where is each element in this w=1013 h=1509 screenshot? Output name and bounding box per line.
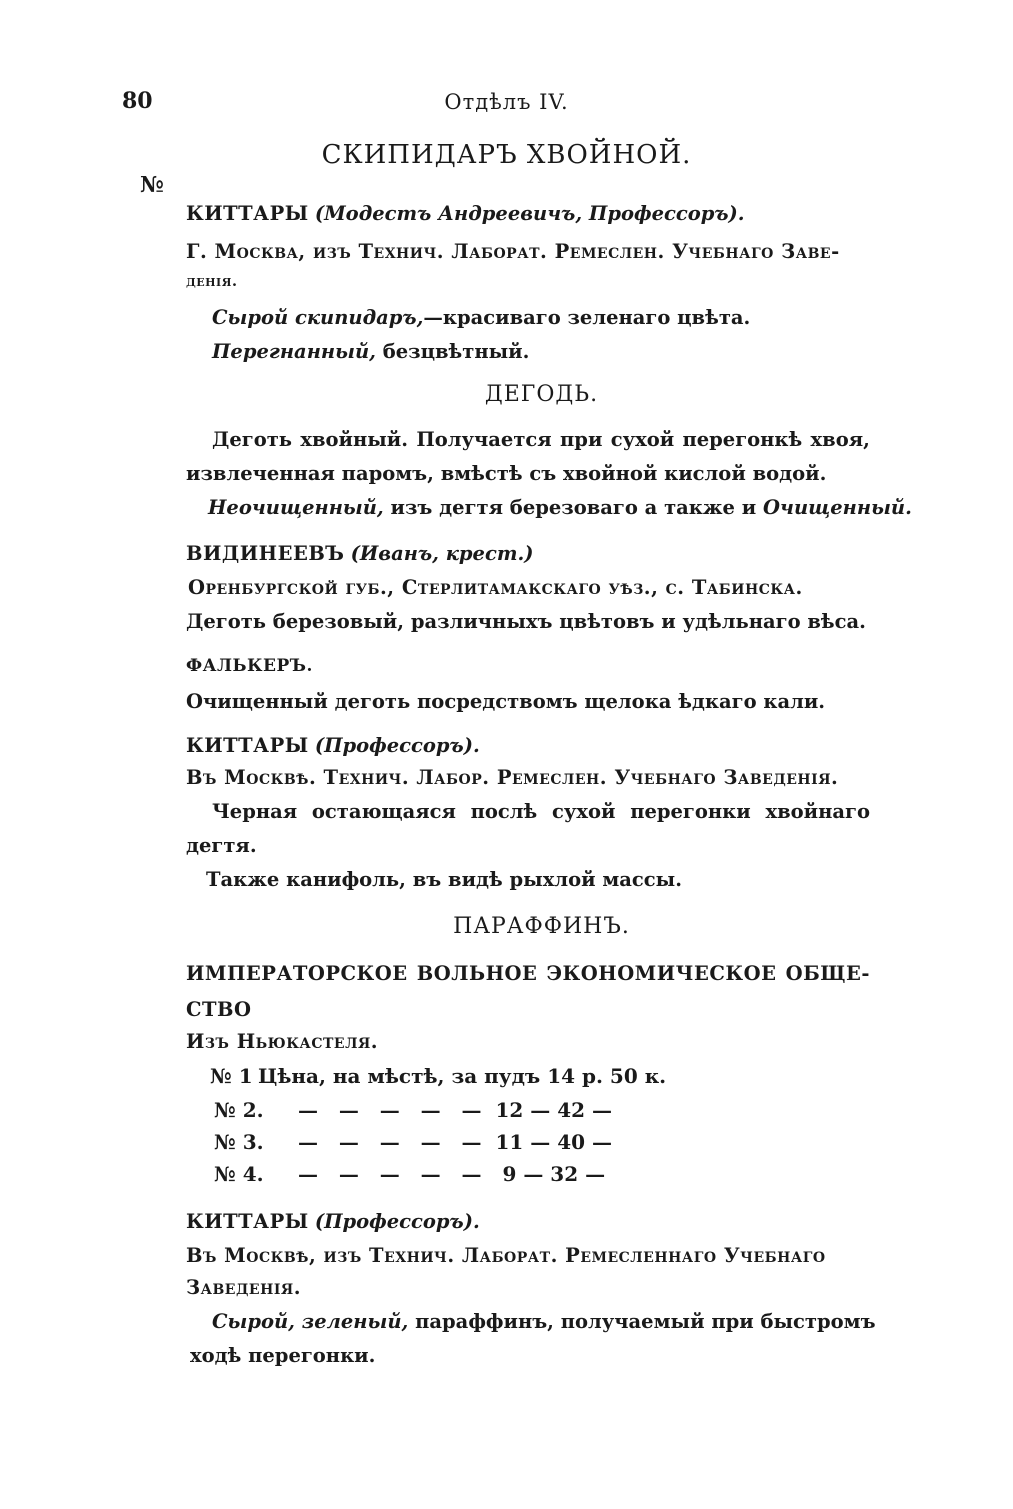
paragraph-line: дегтя. (186, 834, 257, 857)
exhibitor-location: Изъ Ньюкастеля. (186, 1030, 379, 1053)
exhibitor-location: Оренбургской губ., Стерлитамакскаго уѣз., с. Табинска. (188, 576, 803, 599)
word: Деготь (212, 428, 293, 451)
word: перегонкѣ (682, 428, 803, 451)
word: сухой (552, 800, 616, 823)
product-name: Перегнанный, (212, 340, 376, 363)
section-title-tar: ДЕГОДЬ. (484, 382, 599, 407)
running-title: Отдѣлъ IV. (444, 90, 569, 114)
price-no: № 4. (214, 1162, 264, 1186)
word: при (560, 428, 603, 451)
price-no: № 3. (214, 1130, 264, 1154)
exhibitor-detail: (Профессоръ). (314, 734, 480, 757)
exhibitor-location: Въ Москвѣ. Технич. Лабор. Ремеслен. Учебнаго Заведенія. (186, 766, 839, 789)
word: хвоя, (810, 428, 870, 451)
section-title-turpentine: СКИПИДАРЪ ХВОЙНОЙ. (321, 140, 692, 170)
page-number: 80 (122, 88, 153, 114)
price-row (214, 1130, 714, 1154)
word: Получается (416, 428, 552, 451)
product-line: Очищенный деготь посредствомъ щелока ѣдкаго кали. (186, 690, 826, 713)
price-row (210, 1064, 710, 1088)
exhibitor-detail: (Модестъ Андреевичъ, Профессоръ). (314, 202, 745, 225)
price-no: № 1 (210, 1064, 253, 1088)
product-line: ходѣ перегонки. (190, 1344, 376, 1367)
paragraph-line: Также канифоль, въ видѣ рыхлой массы. (206, 868, 682, 891)
exhibitor-entry (186, 1210, 480, 1233)
exhibitor-name: КИТТАРЫ (186, 1210, 309, 1233)
word: перегонки (630, 800, 751, 823)
exhibitor-location: Въ Москвѣ, изъ Технич. Лаборат. Ремесленнаго Учебнаго (186, 1244, 826, 1267)
word: хвойный. (300, 428, 409, 451)
exhibitor-entry (186, 202, 745, 225)
word: Черная (212, 800, 298, 823)
product-line: Деготь березовый, различныхъ цвѣтовъ и удѣльнаго вѣса. (186, 610, 866, 633)
price-text: — — — — — 12 — 42 — (298, 1098, 613, 1122)
exhibitor-name-cont: СТВО (186, 998, 252, 1021)
italic-term: зеленый, (301, 1310, 409, 1333)
price-text: — — — — — 11 — 40 — (298, 1130, 613, 1154)
exhibitor-location-cont: денія. (186, 272, 238, 290)
exhibitor-name: КИТТАРЫ (186, 202, 309, 225)
word: хвойнаго (765, 800, 870, 823)
product-line (212, 306, 750, 329)
exhibitor-name-line (186, 962, 870, 985)
product-line (212, 340, 529, 363)
exhibitor-entry (186, 734, 480, 757)
paragraph-line: извлеченная паромъ, вмѣстѣ съ хвойной кислой водой. (186, 462, 827, 485)
italic-term: Неочищенный, (208, 496, 384, 519)
product-desc: безцвѣтный. (375, 340, 530, 363)
word: послѣ (470, 800, 538, 823)
price-row (214, 1162, 714, 1186)
word: ОБЩЕ- (785, 962, 870, 985)
paragraph-line (208, 496, 912, 519)
word: остающаяся (311, 800, 456, 823)
exhibitor-entry (186, 542, 533, 565)
paragraph-line (212, 428, 870, 451)
price-text: — — — — — 9 — 32 — (298, 1162, 606, 1186)
exhibitor-name: ФАЛЬКЕРЪ. (186, 656, 313, 676)
price-no: № 2. (214, 1098, 264, 1122)
exhibitor-name: КИТТАРЫ (186, 734, 309, 757)
number-sign: № (140, 172, 164, 198)
product-desc: —красиваго зеленаго цвѣта. (423, 306, 751, 329)
section-title-paraffin: ПАРАФФИНЪ. (453, 914, 630, 939)
italic-term: Сырой, (212, 1310, 295, 1333)
exhibitor-name: ВИДИНЕЕВЪ (186, 542, 345, 565)
word: ВОЛЬНОЕ (416, 962, 538, 985)
exhibitor-detail: (Иванъ, крест.) (350, 542, 534, 565)
product-line (212, 1310, 876, 1333)
price-row (214, 1098, 714, 1122)
exhibitor-location: Г. Москва, изъ Технич. Лаборат. Ремеслен. Учебнаго Заве- (186, 240, 840, 263)
product-name: Сырой скипидаръ, (212, 306, 424, 329)
text: изъ дегтя березоваго а также и (383, 496, 764, 519)
word: сухой (610, 428, 675, 451)
word: ЭКОНОМИЧЕСКОЕ (546, 962, 777, 985)
italic-term: Очищенный. (763, 496, 912, 519)
paragraph-line (212, 800, 870, 823)
exhibitor-detail: (Профессоръ). (314, 1210, 480, 1233)
exhibitor-location-cont: Заведенія. (186, 1276, 301, 1299)
text: параффинъ, получаемый при быстромъ (415, 1310, 876, 1333)
price-text: Цѣна, на мѣстѣ, за пудъ 14 р. 50 к. (258, 1064, 667, 1088)
word: ИМПЕРАТОРСКОЕ (186, 962, 408, 985)
